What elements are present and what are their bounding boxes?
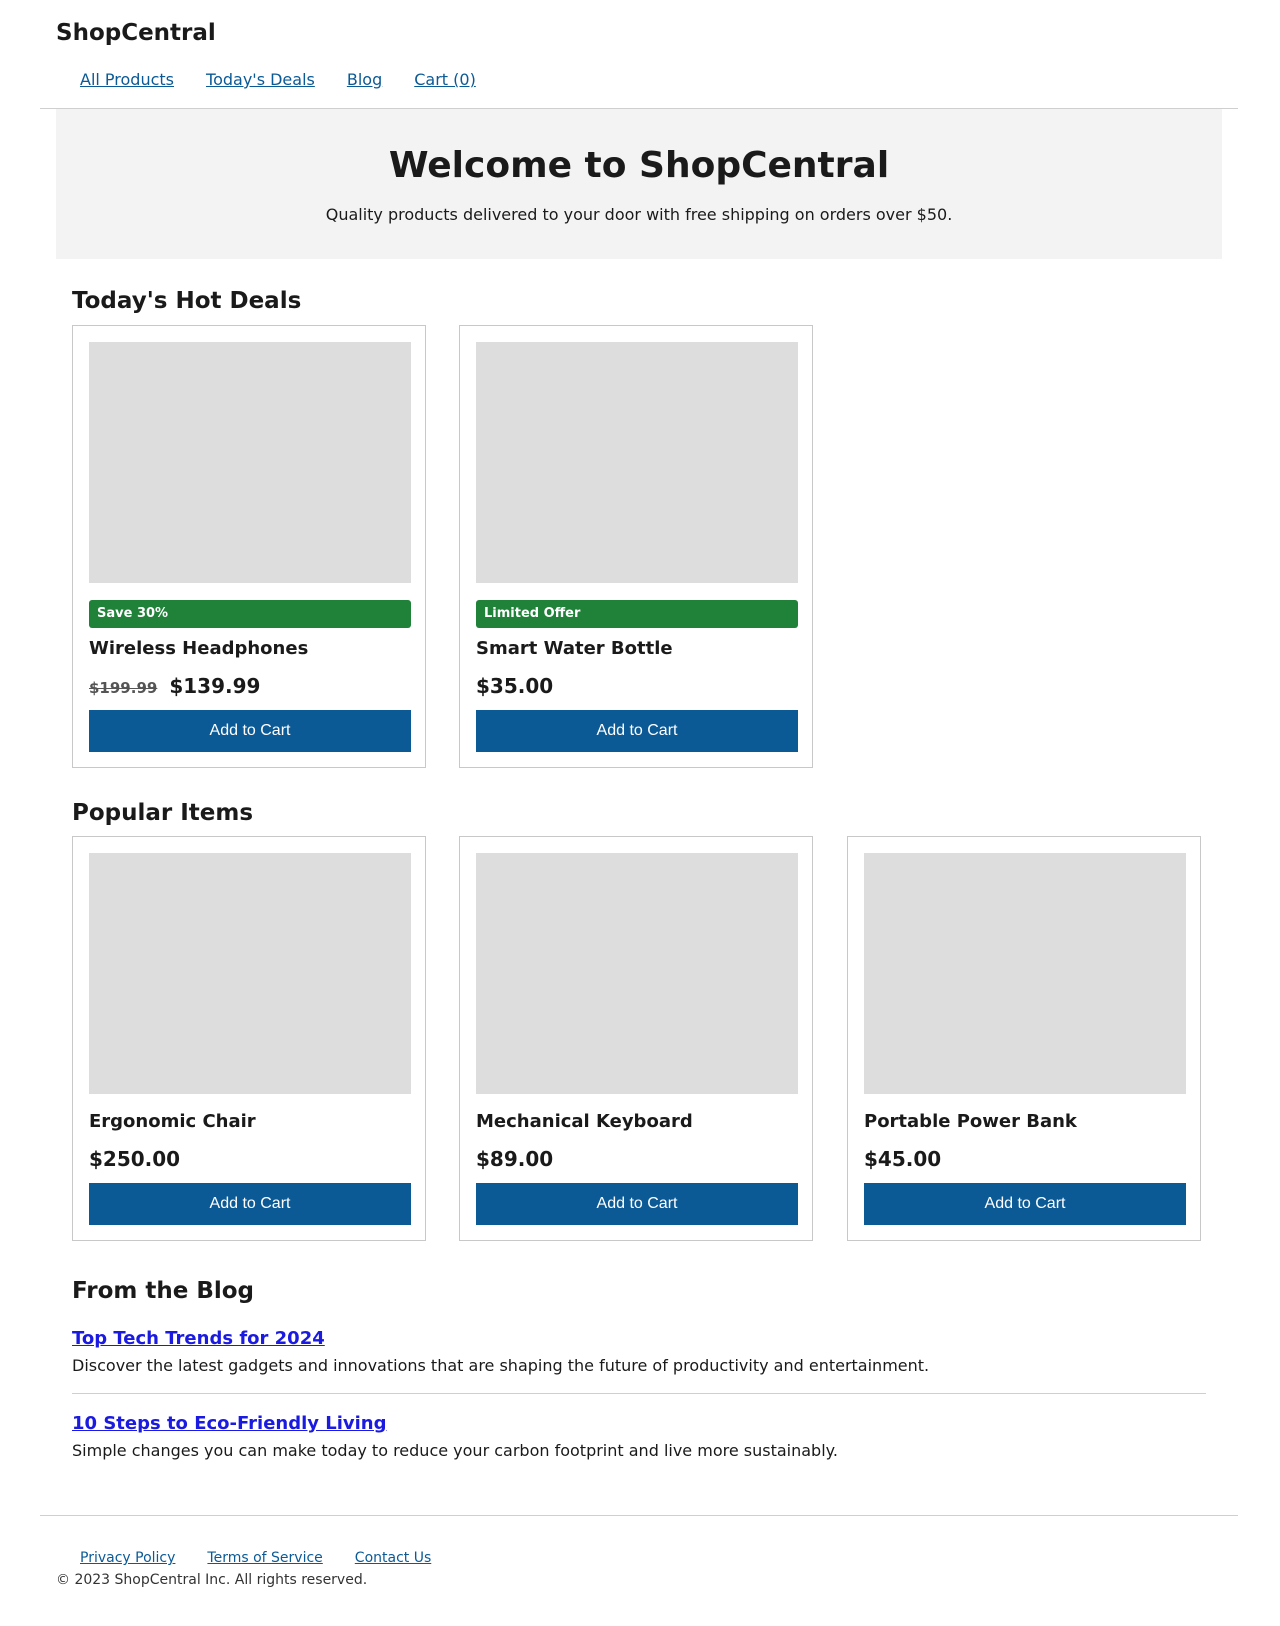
blog-post-excerpt: Simple changes you can make today to reduce your carbon footprint and live more sustainably. xyxy=(72,1441,838,1460)
product-price: $45.00 xyxy=(864,1147,942,1171)
hero-subtitle: Quality products delivered to your door with free shipping on orders over $50. xyxy=(325,205,953,224)
product-price: $35.00 xyxy=(476,674,554,698)
product-image[interactable] xyxy=(89,853,411,1094)
blog-divider xyxy=(72,1393,1206,1394)
blog-post-excerpt: Discover the latest gadgets and innovations that are shaping the future of productivity and entertainment. xyxy=(72,1356,930,1375)
site-header xyxy=(40,0,1238,109)
product-name[interactable]: Portable Power Bank xyxy=(864,1111,1077,1132)
price-row xyxy=(864,1147,941,1171)
product-name[interactable]: Mechanical Keyboard xyxy=(476,1111,693,1132)
footer-link-privacy[interactable]: Privacy Policy xyxy=(80,1550,176,1566)
footer-nav xyxy=(80,1550,431,1566)
price-row xyxy=(89,1147,180,1171)
nav-todays-deals[interactable]: Today's Deals xyxy=(206,70,315,89)
product-name[interactable]: Wireless Headphones xyxy=(89,638,309,659)
product-card xyxy=(847,836,1201,1241)
price-row xyxy=(89,674,260,698)
product-image[interactable] xyxy=(476,342,798,583)
hero-title: Welcome to ShopCentral xyxy=(388,145,890,186)
product-card-deal xyxy=(459,325,813,768)
add-to-cart-button[interactable]: Add to Cart xyxy=(476,1183,798,1225)
footer-link-contact[interactable]: Contact Us xyxy=(354,1550,432,1566)
product-name[interactable]: Ergonomic Chair xyxy=(89,1111,256,1132)
nav-blog[interactable]: Blog xyxy=(346,70,383,89)
price-row xyxy=(476,1147,553,1171)
site-logo[interactable]: ShopCentral xyxy=(56,20,216,46)
product-card xyxy=(459,836,813,1241)
site-footer xyxy=(40,1515,1238,1626)
main-nav xyxy=(80,70,476,89)
product-image[interactable] xyxy=(864,853,1186,1094)
add-to-cart-button[interactable]: Add to Cart xyxy=(864,1183,1186,1225)
copyright-text: © 2023 ShopCentral Inc. All rights reserved. xyxy=(56,1572,368,1588)
nav-all-products[interactable]: All Products xyxy=(80,70,175,89)
add-to-cart-button[interactable]: Add to Cart xyxy=(476,710,798,752)
blog-section-title: From the Blog xyxy=(72,1278,255,1304)
product-card-deal xyxy=(72,325,426,768)
add-to-cart-button[interactable]: Add to Cart xyxy=(89,710,411,752)
hero-banner xyxy=(56,109,1222,259)
nav-cart[interactable]: Cart (0) xyxy=(414,70,476,89)
popular-section-title: Popular Items xyxy=(72,800,254,826)
offer-badge: Limited Offer xyxy=(476,600,798,628)
blog-post-link[interactable]: Top Tech Trends for 2024 xyxy=(72,1328,325,1349)
sale-price: $139.99 xyxy=(169,674,261,698)
original-price: $199.99 xyxy=(89,679,158,697)
footer-link-terms[interactable]: Terms of Service xyxy=(207,1550,323,1566)
product-name[interactable]: Smart Water Bottle xyxy=(476,638,673,659)
blog-post-link[interactable]: 10 Steps to Eco-Friendly Living xyxy=(72,1413,387,1434)
product-image[interactable] xyxy=(89,342,411,583)
product-price: $250.00 xyxy=(89,1147,181,1171)
add-to-cart-button[interactable]: Add to Cart xyxy=(89,1183,411,1225)
price-row xyxy=(476,674,553,698)
discount-badge: Save 30% xyxy=(89,600,411,628)
deals-section-title: Today's Hot Deals xyxy=(72,288,302,314)
product-card xyxy=(72,836,426,1241)
product-image[interactable] xyxy=(476,853,798,1094)
product-price: $89.00 xyxy=(476,1147,554,1171)
